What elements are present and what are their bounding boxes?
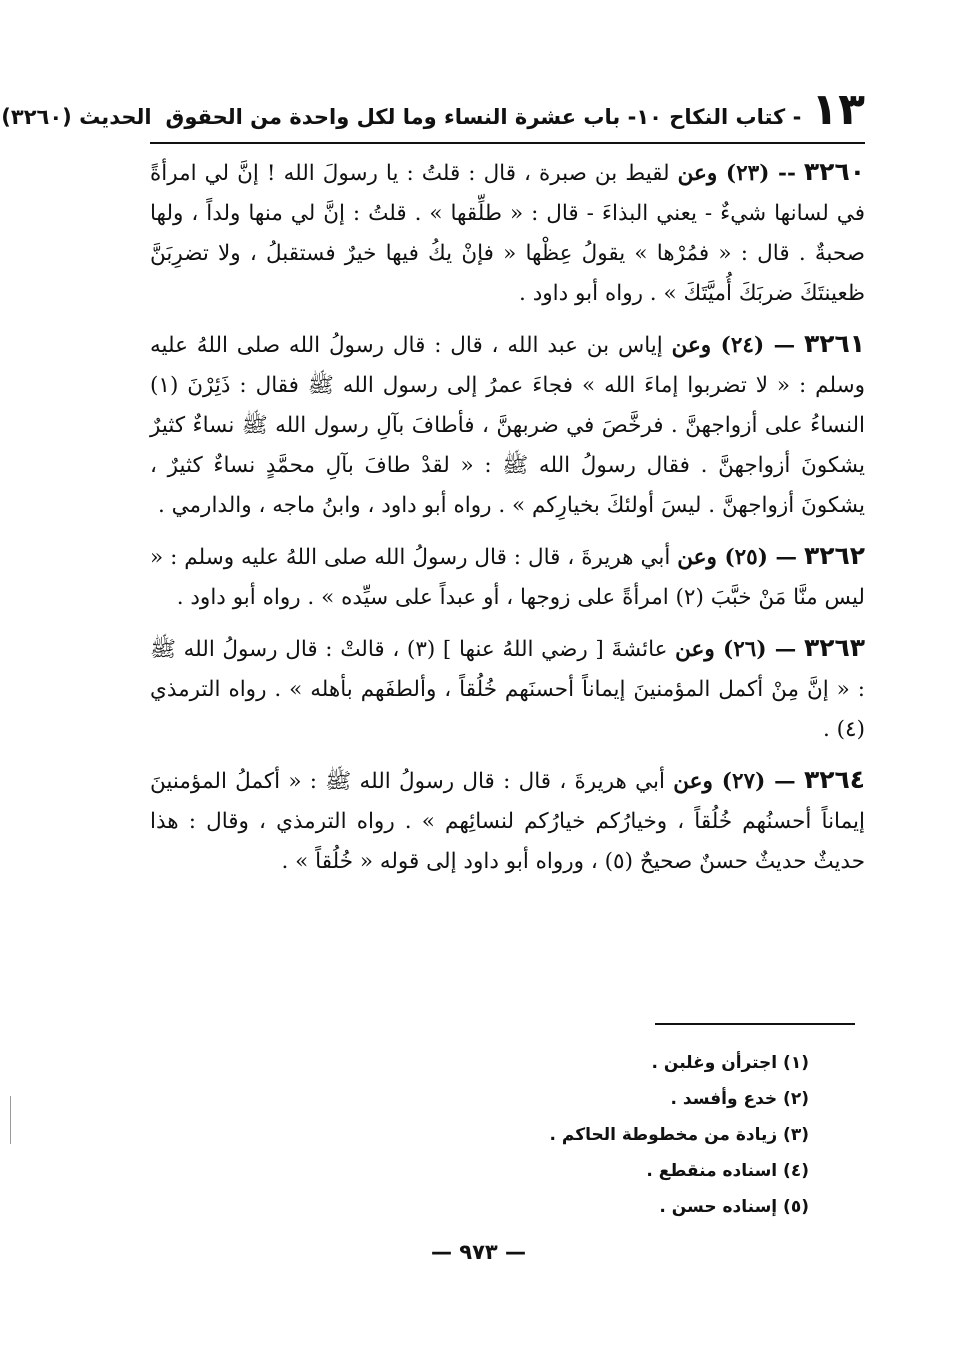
chapter-title: - كتاب النكاح ١٠- باب عشرة النساء وما لكل واحدة من الحقوق: [165, 105, 802, 129]
page-number: — ٩٧٣ —: [430, 1240, 527, 1264]
running-header: [1, 84, 865, 144]
hadith-number: ٣٢٦٠: [803, 157, 865, 186]
hadith-text: عائشةَ [ رضي اللهُ عنها ] (٣) ، قالتْ : قال رسولُ الله ﷺ : « إنَّ مِنْ أكمل المؤمنينَ إيماناً أحسنَهم خُلُقاً ، وألطفَهم بأهله » . رواه الترمذي (٤) .: [150, 637, 865, 742]
hadith-3262: [150, 528, 865, 618]
hadith-number: ٣٢٦٣: [803, 633, 866, 662]
header-hadith-range: الحديث (٣٢٦٠): [1, 105, 152, 129]
hadith-sub-number: -- (٢٣) وعن: [677, 161, 796, 186]
hadith-3263: [150, 620, 865, 750]
footnotes: [409, 1045, 809, 1225]
hadith-text: إياس بن عبد الله ، قال : قال رسولُ الله صلى اللهُ عليه وسلم : « لا تضربوا إماءَ الله » فجاءَ عمرُ إلى رسول الله ﷺ فقال : ذَئِرْنَ (١) النساءُ على أزواجهنَّ . فرخَّصَ في ضربهنَّ ، فأطافَ بآلِ رسول الله ﷺ نساءٌ كثيرٌ يشكونَ أزواجهنَّ . فقال رسولُ الله ﷺ : « لقدْ طافَ بآلِ محمَّدٍ نساءٌ كثيرٌ ، يشكونَ أزواجهنَّ . ليسَ أولئكَ بخيارِكم » . رواه أبو داود ، وابنُ ماجه ، والدارمي .: [150, 333, 865, 518]
footnote-1: (١) اجترأن وغلبن .: [651, 1053, 809, 1073]
hadith-3260: [150, 144, 865, 314]
hadith-text: لقيط بن صبرة ، قال : قلتُ : يا رسولَ الله ! إنَّ لي امرأةً في لسانها شيءٌ - يعني البذاءَ - قال : « طلِّقها » . قلتُ : إنَّ لي منها ولداً ، ولها صحبةٌ . قال : « فمُرْها » يقولُ عِظْها « فإنْ يكُ فيها خيرٌ فستقبلُ ، ولا تضرِبَنَّ ظعينتَكَ ضربَكَ أُميَّتَكَ » . رواه أبو داود .: [150, 161, 865, 306]
hadith-number: ٣٢٦١: [803, 329, 865, 358]
hadith-3261: [150, 316, 865, 526]
footnote-3: (٣) زيادة من مخطوطة الحاكم .: [549, 1125, 809, 1145]
hadith-number: ٣٢٦٢: [803, 541, 865, 570]
hadith-sub-number: — (٢٦) وعن: [675, 637, 797, 662]
footnote-5: (٥) إسناده حسن .: [659, 1197, 809, 1217]
hadith-sub-number: — (٢٥) وعن: [677, 545, 797, 570]
chapter-number: ١٣: [811, 84, 865, 135]
page-content: [1, 84, 866, 882]
hadith-sub-number: — (٢٤) وعن: [671, 333, 796, 358]
footnote-divider: [655, 1023, 855, 1025]
footnote-2: (٢) خدع وأفسد .: [670, 1089, 809, 1109]
hadith-3264: [150, 752, 865, 882]
hadith-text: أبي هريرةَ ، قال : قال رسولُ الله صلى اللهُ عليه وسلم : « ليس منَّا مَنْ خبَّبَ (٢) امرأةً على زوجها ، أو عبداً على سيِّده » . رواه أبو داود .: [150, 545, 865, 610]
scan-margin-line: [10, 1096, 11, 1144]
hadith-text: أبي هريرةَ ، قال : قال رسولُ الله ﷺ : « أكملُ المؤمنينَ إيماناً أحسنُهم خُلُقاً ، وخيارُكم خيارُكم لنسائِهم » . رواه الترمذي ، وقال : هذا حديثٌ حديثٌ حسنٌ صحيحٌ (٥) ، ورواه أبو داود إلى قوله « خُلُقاً » .: [150, 769, 865, 874]
hadith-number: ٣٢٦٤: [803, 765, 865, 794]
footnote-4: (٤) اسناده منقطع .: [646, 1161, 809, 1181]
hadith-list: [150, 144, 865, 882]
hadith-sub-number: — (٢٧) وعن: [673, 769, 796, 794]
